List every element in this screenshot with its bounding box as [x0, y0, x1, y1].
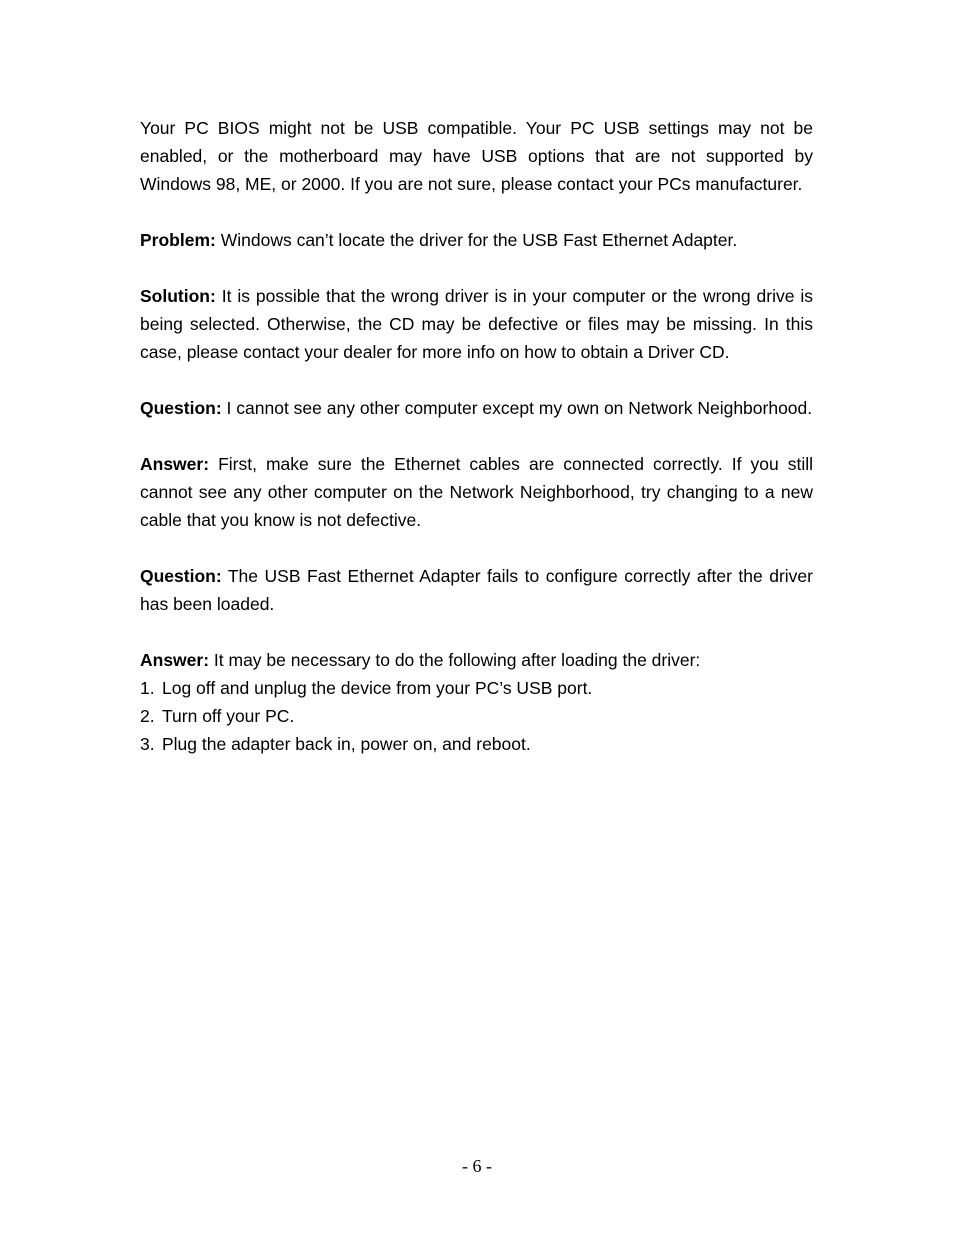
question-label: Question:	[140, 398, 222, 418]
solution-paragraph	[140, 282, 813, 366]
step-number: 2.	[140, 706, 155, 726]
paragraph-text: Your PC BIOS might not be USB compatible. Your PC USB settings may not be enabled, or the motherboard may have USB options that are not supported by Windows 98, ME, or 2000. If you are not sure, please contact your PCs manufacturer.	[140, 118, 813, 194]
list-item	[140, 730, 813, 758]
answer-label: Answer:	[140, 454, 210, 474]
step-text: Log off and unplug the device from your PC’s USB port.	[162, 678, 593, 698]
question-label: Question:	[140, 566, 222, 586]
answer-label: Answer:	[140, 650, 210, 670]
answer-paragraph-1	[140, 450, 813, 534]
solution-label: Solution:	[140, 286, 216, 306]
paragraph-text: It may be necessary to do the following after loading the driver:	[209, 650, 701, 670]
document-body	[140, 114, 813, 758]
problem-label: Problem:	[140, 230, 216, 250]
question-paragraph-1	[140, 394, 813, 422]
steps-list	[140, 674, 813, 758]
paragraph-text: I cannot see any other computer except my own on Network Neighborhood.	[221, 398, 813, 418]
intro-paragraph	[140, 114, 813, 198]
page-number: - 6 -	[462, 1156, 492, 1176]
paragraph-text: Windows can’t locate the driver for the USB Fast Ethernet Adapter.	[215, 230, 738, 250]
question-paragraph-2	[140, 562, 813, 618]
step-number: 1.	[140, 678, 155, 698]
paragraph-text: The USB Fast Ethernet Adapter fails to configure correctly after the driver has been loaded.	[140, 566, 813, 614]
list-item	[140, 702, 813, 730]
answer-paragraph-2	[140, 646, 813, 674]
problem-paragraph	[140, 226, 813, 254]
list-item	[140, 674, 813, 702]
step-number: 3.	[140, 734, 155, 754]
paragraph-text: First, make sure the Ethernet cables are connected correctly. If you still cannot see any other computer on the Network Neighborhood, try changing to a new cable that you know is not defective.	[140, 454, 813, 530]
paragraph-text: It is possible that the wrong driver is in your computer or the wrong drive is being selected. Otherwise, the CD may be defective or files may be missing. In this case, please contact your dealer for more info on how to obtain a Driver CD.	[140, 286, 813, 362]
step-text: Turn off your PC.	[162, 706, 295, 726]
step-text: Plug the adapter back in, power on, and reboot.	[162, 734, 531, 754]
